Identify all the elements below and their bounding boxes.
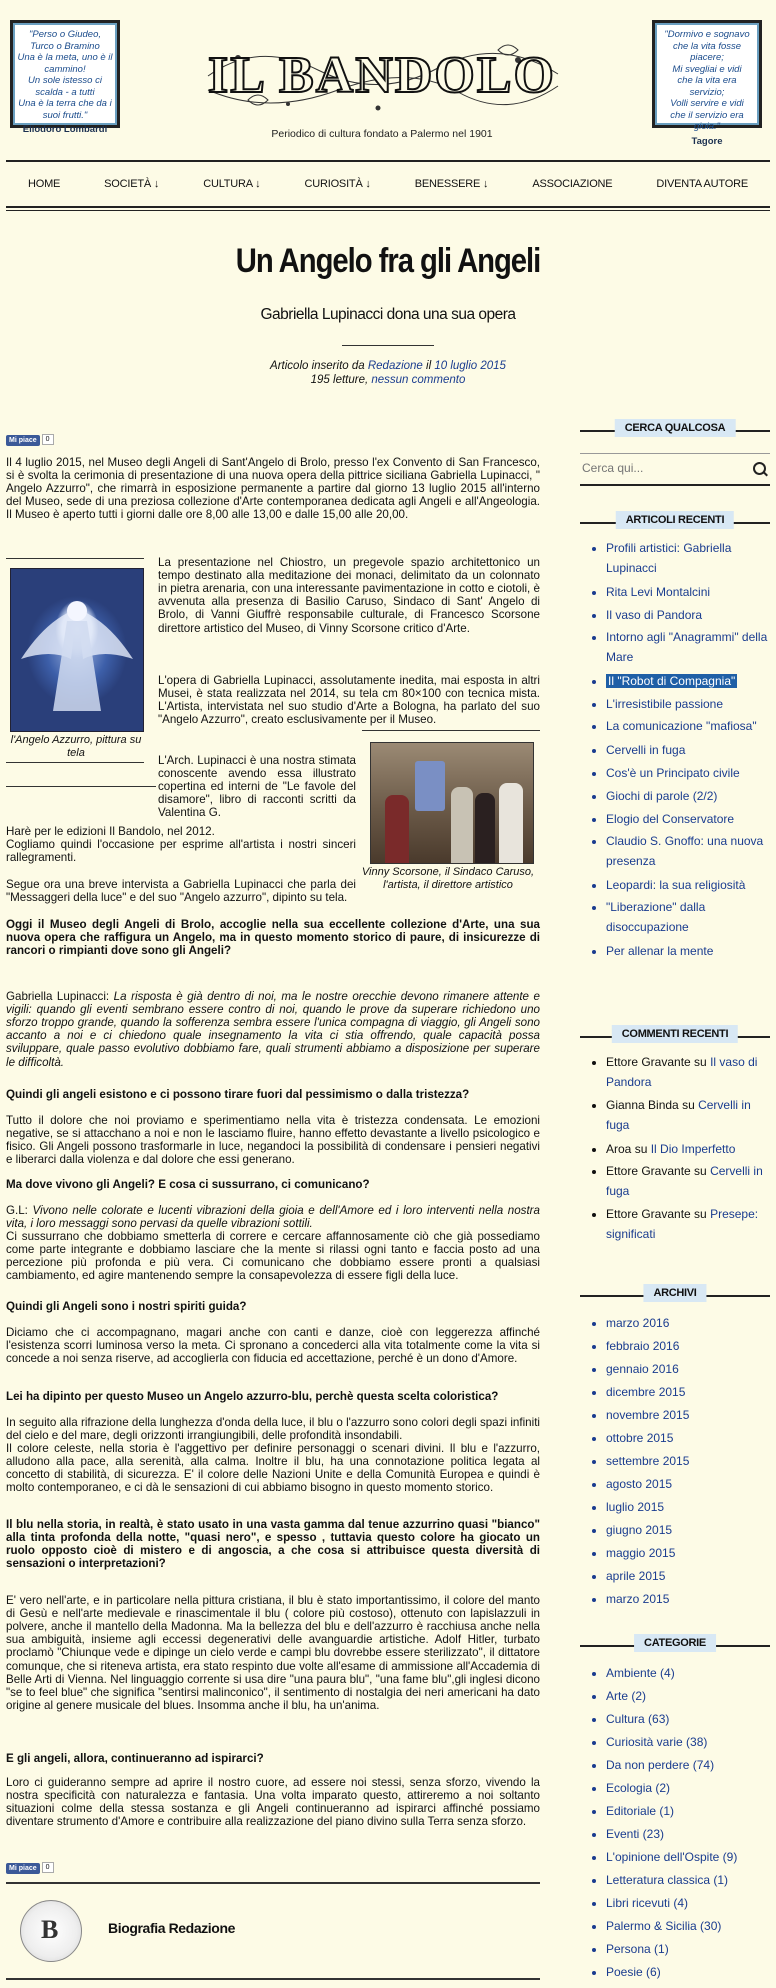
- comment-post-link[interactable]: Il vaso di Pandora: [606, 1055, 758, 1089]
- answer-2: Tutto il dolore che noi proviamo e sperimentiamo nella vita è tristezza condensata. Le emozioni negative, se si attacchano a noi e non le lasciamo fluire, hanno effetto devastante a livello psicologico e fisico. Gli Angeli possono trasformarle in luce, negandoci la possibilità di condensare i pensieri negativi e liberarci dalla violenza e dal dolore che essi generano.: [6, 1113, 540, 1167]
- recent-comments: [580, 1052, 770, 1244]
- search-input[interactable]: [582, 458, 742, 478]
- main-nav: [6, 166, 770, 202]
- fb-like-top: [6, 432, 540, 446]
- archive-item[interactable]: • luglio 2015: [606, 1496, 770, 1519]
- recent-post[interactable]: • Cos'è un Principato civile: [606, 762, 770, 785]
- answer-3b: Ci sussurrano che dobbiamo smetterla di correre e cercare affannosamente ciò che già possediamo come parte integrante e dobbiamo lasciare che la mente si rilassi ogni tanto e faccia posto ad una percezione più profonda e più vera. Ci comunicano che dobbiamo essere pronti a qualsiasi cambiamento, ed agire mantenendo sempre la consapevolezza di essere figli della luce.: [6, 1229, 540, 1283]
- title-divider: [342, 345, 434, 346]
- category-item[interactable]: • Cultura (63): [606, 1708, 770, 1731]
- question-3: Ma dove vivono gli Angeli? E cosa ci sussurrano, ci comunicano?: [6, 1177, 370, 1191]
- logo-text: IL BANDOLO: [208, 47, 556, 104]
- recent-post[interactable]: • La comunicazione "mafiosa": [606, 716, 770, 736]
- category-item[interactable]: • Ambiente (4): [606, 1662, 770, 1685]
- recent-post[interactable]: • Il vaso di Pandora: [606, 604, 770, 627]
- archive-item[interactable]: • giugno 2015: [606, 1519, 770, 1542]
- site-logo[interactable]: [198, 30, 566, 122]
- nav-societa[interactable]: SOCIETÀ ↓: [104, 178, 160, 190]
- nav-benessere[interactable]: BENESSERE ↓: [414, 178, 489, 190]
- archive-item[interactable]: • dicembre 2015: [606, 1381, 770, 1404]
- recent-comment: • Ettore Gravante su Il vaso di Pandora: [606, 1052, 770, 1092]
- caption-ceremony: Vinny Scorsone, il Sindaco Caruso, l'artista, il direttore artistico: [361, 866, 535, 891]
- archive-item[interactable]: • ottobre 2015: [606, 1427, 770, 1450]
- fb-like-count: 0: [42, 434, 54, 445]
- caption-angel: l'Angelo Azzurro, pittura su tela: [10, 734, 142, 759]
- angel-figure: [11, 569, 143, 731]
- fb-like-button[interactable]: Mi piace: [6, 435, 40, 446]
- comment-post-link[interactable]: Il Dio Imperfetto: [650, 1142, 736, 1156]
- archive-item[interactable]: • agosto 2015: [606, 1473, 770, 1496]
- answer-5b: Il colore celeste, nella storia è l'aggettivo per definire personaggi o scenari divini. Il blu e l'azzurro, alludono alla pace, alla serenità, alla calma. Inoltre il blu, ha una connotazione politica legata al concetto di stabilità, di sicurezza. E' il colore delle Nazioni Unite e della Comunità Europea e quindi è molto contemporaneo, e ci dà le sensazioni di cui abbiamo bisogno in questo momento storico.: [6, 1441, 540, 1495]
- category-item[interactable]: • Persona (1): [606, 1938, 770, 1961]
- category-item[interactable]: • Letteratura classica (1): [606, 1869, 770, 1892]
- answer-1: Gabriella Lupinacci: La risposta è già dentro di noi, ma le nostre orecchie devono rimanere attente e vigili: quando gli eventi sembrano essere contro di noi, quando le prove da superare richiedono uno sforzo troppo grande, quando la sofferenza sembra essere l'unica compagna di viaggio, gli Angeli sono accanto a noi e ci chiedono quale insegnamento la vita ci stia offrendo, quale capacità possa sviluppare, quale passo evolutivo dobbiamo fare, quali strumenti abbiamo a disposizione per superare le difficoltà.: [6, 989, 540, 1069]
- recent-post[interactable]: • Per allenar la mente: [606, 940, 770, 963]
- recent-post[interactable]: • "Liberazione" dalla disoccupazione: [606, 897, 770, 937]
- archive-item[interactable]: • settembre 2015: [606, 1450, 770, 1473]
- archive-item[interactable]: • febbraio 2016: [606, 1335, 770, 1358]
- question-5: Lei ha dipinto per questo Museo un Angelo azzurro-blu, perchè questa scelta coloristica?: [6, 1389, 499, 1403]
- fb-like-bottom: [6, 1860, 540, 1874]
- author-link[interactable]: Redazione: [367, 360, 423, 372]
- category-item[interactable]: • Arte (2): [606, 1685, 770, 1708]
- nav-bottom-rule: [6, 206, 770, 208]
- archive-item[interactable]: • marzo 2016: [606, 1312, 770, 1335]
- recent-post[interactable]: • Profili artistici: Gabriella Lupinacci: [606, 538, 770, 578]
- nav-home[interactable]: HOME: [27, 178, 61, 190]
- bio-label: Biografia Redazione: [108, 1920, 235, 1936]
- bio-top-rule: [6, 1882, 540, 1884]
- article-title: Un Angelo fra gli Angeli: [235, 242, 541, 280]
- date-link[interactable]: 10 luglio 2015: [434, 360, 506, 372]
- paragraph-2: La presentazione nel Chiostro, un pregevole spazio architettonico un tempo destinato alla meditazione dei monaci, delimitato da un colonnato in pietra arenaria, con una interessante pavimentazione in cotto e ciotoli, è avvenuta alla presenza di Basilio Caruso, Sindaco di Sant' Angelo di Brolo, di Vanni Giuffrè responsabile culturale, di Francesco Scorsone direttore artistico del Museo, di Vinny Scorsone critico d'Arte.: [158, 555, 540, 635]
- recent-comment: • Aroa su Il Dio Imperfetto: [606, 1138, 770, 1161]
- recent-comment: • Ettore Gravante su Cervelli in fuga: [606, 1161, 770, 1201]
- quote-box-right: [652, 20, 762, 147]
- nav-bottom-rule-2: [6, 210, 770, 211]
- recent-post[interactable]: • Giochi di parole (2/2): [606, 785, 770, 808]
- bio-bottom-rule: [6, 1978, 540, 1980]
- figure1-bottom-rule-2: [6, 786, 156, 787]
- recent-post[interactable]: • Elogio del Conservatore: [606, 808, 770, 831]
- figure1-top-rule: [6, 558, 144, 559]
- paragraph-5: Segue ora una breve intervista a Gabriella Lupinacci che parla dei "Messaggeri della luce" e del suo "Angelo azzurro", dipinto su tela.: [6, 877, 356, 904]
- comment-post-link[interactable]: Cervelli in fuga: [606, 1164, 763, 1198]
- recent-comment: • Ettore Gravante su Presepe: significati: [606, 1204, 770, 1244]
- archive-item[interactable]: • maggio 2015: [606, 1542, 770, 1565]
- site-tagline: Periodico di cultura fondato a Palermo nel 1901: [271, 128, 493, 140]
- category-item[interactable]: • Poesie (6): [606, 1961, 770, 1984]
- question-6: Il blu nella storia, in realtà, è stato usato in una vasta gamma dal tenue azzurrino quasi "bianco" alla tinta profonda della notte, "quasi nero", e spesso , tuttavia questo colore ha giocato un ruolo opposto cioè di mistero e di angoscia, a che cosa si attribuisce questa diversità di sensazioni o interpretazioni?: [6, 1517, 540, 1571]
- nav-curiosita[interactable]: CURIOSITÀ ↓: [304, 178, 371, 190]
- ceremony-photo: [370, 742, 534, 864]
- recent-post[interactable]: • Rita Levi Montalcini: [606, 581, 770, 604]
- archive-item[interactable]: • gennaio 2016: [606, 1358, 770, 1381]
- quote-left-text: "Perso o Giudeo, Turco o Bramino Una è la meta, uno è il cammino! Un sole istesso ci scalda - a tutti Una è la terra che da i suoi frutti.": [17, 29, 113, 121]
- comment-post-link[interactable]: Cervelli in fuga: [606, 1098, 751, 1132]
- answer-7: Loro ci guideranno sempre ad aprire il nostro cuore, ad essere noi stessi, senza sforzo, vivendo la nostra specificità con naturalezza e fantasia. Una volta imparato questo, attireremo a noi soltanto situazioni colme della stessa sostanza e gli Angeli continueranno ad ispirarci affinché possiamo diventare strumento d'Amore e contribuire alla realizzazione del piano divino sulla Terra senza sforzo.: [6, 1775, 540, 1829]
- category-item[interactable]: • Eventi (23): [606, 1823, 770, 1846]
- quote-right-text: "Dormivo e sognavo che la vita fosse piacere; Mi svegliai e vidi che la vita era servizio; Volli servire e vidi che il servizio era gioia.": [664, 29, 750, 132]
- fb-like-button-bottom[interactable]: Mi piace: [6, 1863, 40, 1874]
- paragraph-3: L'opera di Gabriella Lupinacci, assolutamente inedita, mai esposta in altri Musei, è stata realizzata nel 2014, su tela cm 80×100 con tecnica mista. L'Artista, intervistata nel suo studio d'Arte a Bologna, ha parlato del suo "Angelo Azzurro", creato esclusivamente per il Museo.: [158, 673, 540, 727]
- quote-right-author: Tagore: [691, 135, 723, 147]
- category-item[interactable]: • Palermo & Sicilia (30): [606, 1915, 770, 1938]
- recent-post-selected[interactable]: • Il "Robot di Compagnia": [606, 670, 770, 693]
- question-1: Oggi il Museo degli Angeli di Brolo, accoglie nella sua eccellente collezione d'Arte, una sua nuova opera che raffigura un Angelo, ma in questo momento storico di paure, di insicurezze di rancori o rimpianti dove sono gli Angeli?: [6, 917, 540, 957]
- category-item[interactable]: • Ecologia (2): [606, 1777, 770, 1800]
- figure2-top-rule: [362, 730, 540, 731]
- answer-6: E' vero nell'arte, e in particolare nella pittura cristiana, il blu è stato importantissimo, il colore del manto di Gesù e nell'arte medievale e rinascimentale il blu ( colore più costoso), ottenuto con lapislazzuli in polvere, anche il mantello della Madonna. Ma la bellezza del blu e dell'azzurro è racchiusa anche nella sua ambiguità, insieme agli eccessi degenerativi delle avanguardie artistiche. Adolf Hitler, turbato proclamò "Chiunque vede e dipinge un cielo verde e campi blu dovrebbe essere sterilizzato", il dittatore comunque, che si riteneva artista, era stato respinto due volte all'esame di ammissione all'Accademia di Belle Arti di Vienna. Nel linguaggio corrente si usa dire "una paura blu", "una fame blu",gli inglesi dicono "se to feel blue" che significa "sentirsi malinconico", il sentimento di nostalgia dei neri americani ha dato origine al genere musicale del blues. Insomma anche il blu, ha un'anima.: [6, 1593, 540, 1713]
- question-2: Quindi gli angeli esistono e ci possono tirare fuori dal pessimismo o dalla tristezza?: [6, 1087, 470, 1101]
- article-subtitle: Gabriella Lupinacci dona una sua opera: [260, 306, 516, 323]
- comments-link[interactable]: nessun commento: [371, 374, 466, 386]
- paragraph-4c: Cogliamo quindi l'occasione per esprime all'artista i nostri sinceri rallegramenti.: [6, 837, 356, 864]
- recent-post[interactable]: • L'irresistibile passione: [606, 693, 770, 716]
- recent-comment: • Gianna Binda su Cervelli in fuga: [606, 1095, 770, 1135]
- category-item[interactable]: • Curiosità varie (38): [606, 1731, 770, 1754]
- search-box: [580, 453, 770, 486]
- nav-diventa-autore[interactable]: DIVENTA AUTORE: [656, 178, 748, 190]
- redazione-avatar: [20, 1900, 82, 1962]
- quote-box-left: [10, 20, 120, 135]
- archive-list: [580, 1312, 770, 1611]
- comment-post-link[interactable]: Presepe: significati: [606, 1207, 759, 1241]
- category-item[interactable]: • L'opinione dell'Ospite (9): [606, 1846, 770, 1869]
- category-item[interactable]: • Libri ricevuti (4): [606, 1892, 770, 1915]
- figure1-bottom-rule: [6, 762, 144, 763]
- paragraph-4a: L'Arch. Lupinacci è una nostra stimata conoscente avendo essa illustrato copertina ed interni de "Le favole del disamore", libro di racconti scritti da Valentina G.: [158, 753, 356, 820]
- category-item[interactable]: • Da non perdere (74): [606, 1754, 770, 1777]
- answer-5a: In seguito alla rifrazione della lunghezza d'onda della luce, il blu o l'azzurro sono colori degli spazi infiniti del cielo e del mare, degli orizzonti irrangiungibili, delle profondità insondabili.: [6, 1415, 540, 1442]
- nav-associazione[interactable]: ASSOCIAZIONE: [532, 178, 613, 190]
- paragraph-1: Il 4 luglio 2015, nel Museo degli Angeli di Sant'Angelo di Brolo, presso l'ex Convento di San Francesco, si è svolta la cerimonia di presentazione di una nuova opera della pittrice siciliana Gabriella Lupinacci, " Angelo Azzurro", che rimarrà in esposizione permanente a partire dal giorno 13 luglio 2015 all'interno del Museo, sede di una preziosa collezione d'Arte contemporanea dedicata agli Angeli e all'Angeologia. Il Museo è aperto tutti i giorni dalle ore 8,00 alle 13,00 e dalle 15,00 alle 20,00.: [6, 455, 540, 522]
- categories-list: [580, 1662, 770, 1984]
- angel-painting: [10, 568, 144, 732]
- archive-item[interactable]: • aprile 2015: [606, 1565, 770, 1588]
- nav-cultura[interactable]: CULTURA ↓: [203, 178, 261, 190]
- nav-top-rule: [6, 160, 770, 162]
- paragraph-4b: Harè per le edizioni Il Bandolo, nel 2012.: [6, 824, 215, 838]
- archive-item[interactable]: • marzo 2015: [606, 1588, 770, 1611]
- search-icon[interactable]: [753, 462, 766, 475]
- archive-item[interactable]: • novembre 2015: [606, 1404, 770, 1427]
- recent-posts: [580, 538, 770, 963]
- recent-post[interactable]: • Intorno agli "Anagrammi" della Mare: [606, 627, 770, 667]
- article-meta: Articolo inserito da Redazione il 10 luglio 2015 195 letture, nessun commento: [270, 360, 506, 386]
- question-7: E gli angeli, allora, continueranno ad ispirarci?: [6, 1751, 264, 1765]
- recent-post[interactable]: • Claudio S. Gnoffo: una nuova presenza: [606, 831, 770, 871]
- answer-4: Diciamo che ci accompagnano, magari anche con canti e danze, cioè con leggerezza affinché l'esistenza scorri luminosa verso la meta. Ci spronano a concederci alla vita totalmente come la vita si concede a noi senza riserve, ad accoglierla con fiducia ed accettazione, perché è un dono d'Amore.: [6, 1325, 540, 1365]
- quote-left-author: Eliodoro Lombardi: [22, 124, 108, 135]
- recent-post[interactable]: • Leopardi: la sua religiosità: [606, 874, 770, 897]
- category-item[interactable]: • Editoriale (1): [606, 1800, 770, 1823]
- recent-post[interactable]: • Cervelli in fuga: [606, 739, 770, 762]
- answer-3a: G.L: Vivono nelle colorate e lucenti vibrazioni della gioia e dell'Amore ed i loro interventi nella nostra vita, i loro messaggi sono pervasi da quelle vibrazioni sottili.: [6, 1203, 540, 1230]
- question-4: Quindi gli Angeli sono i nostri spiriti guida?: [6, 1299, 247, 1313]
- fb-like-count-bottom: 0: [42, 1862, 54, 1873]
